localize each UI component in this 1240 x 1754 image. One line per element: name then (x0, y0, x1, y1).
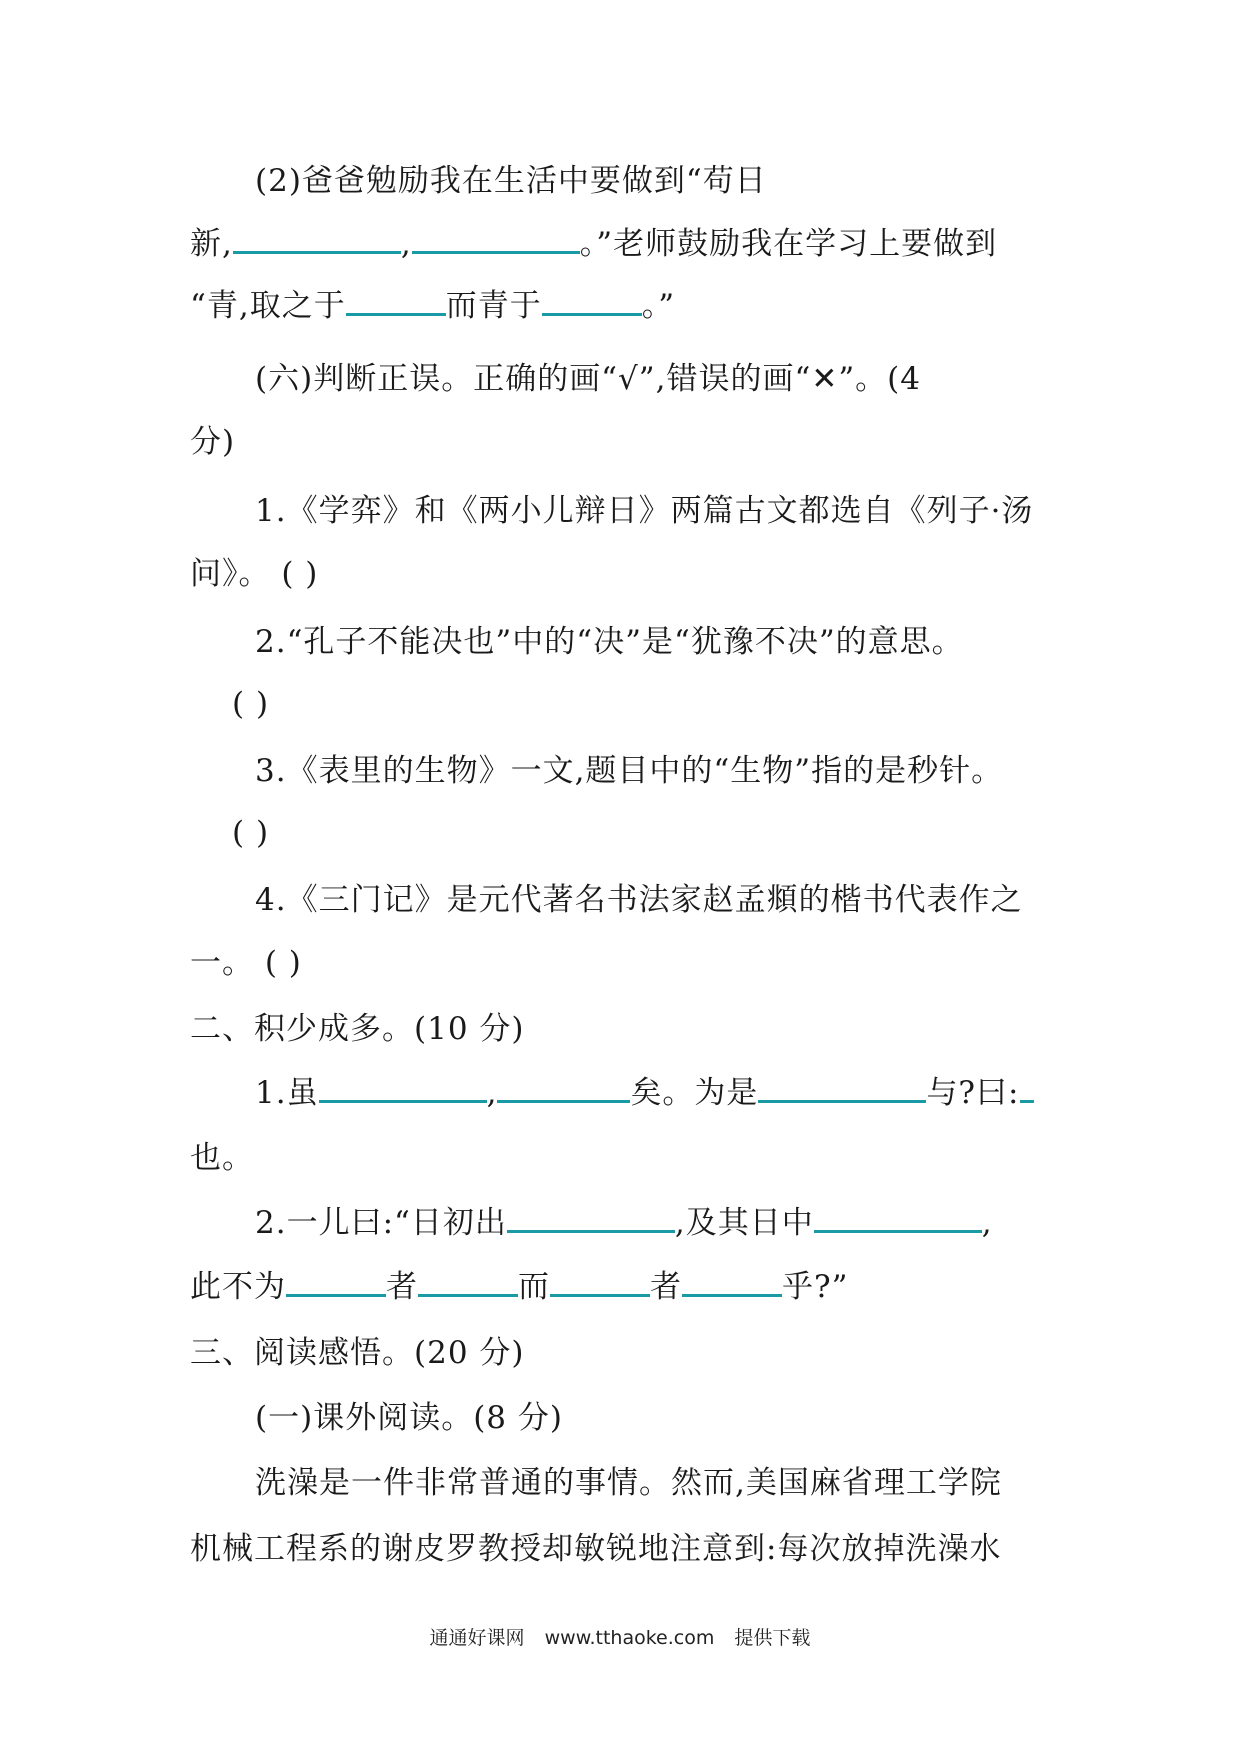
question-line (255, 159, 1070, 203)
section-heading-cont (190, 420, 1070, 464)
question-text: 。” (641, 288, 676, 324)
question-text: (2)爸爸勉励我在生活中要做到“苟日 (255, 163, 767, 199)
answer-blank[interactable] (682, 1268, 782, 1297)
answer-parens[interactable]: 问》。 ( ) (190, 556, 319, 592)
fill-question-2-cont (190, 1265, 1070, 1309)
judge-item-2-cont (232, 682, 1112, 726)
answer-blank[interactable] (814, 1204, 982, 1233)
heading-text: (一)课外阅读。(8 分) (255, 1400, 563, 1436)
answer-parens[interactable]: ( ) (232, 815, 270, 851)
question-text: 而青于 (445, 288, 542, 324)
question-text: ,及其日中 (674, 1205, 814, 1241)
answer-blank[interactable] (286, 1268, 386, 1297)
sub-heading (255, 1396, 1070, 1440)
question-text: 也。 (190, 1140, 254, 1176)
heading-text: 分) (190, 424, 236, 460)
answer-blank[interactable] (497, 1074, 630, 1103)
heading-text: 二、积少成多。(10 分) (190, 1011, 525, 1047)
part-heading (190, 1007, 1070, 1051)
answer-blank[interactable] (542, 287, 642, 316)
answer-blank[interactable] (418, 1268, 518, 1297)
answer-blank[interactable] (507, 1204, 675, 1233)
answer-blank[interactable] (346, 287, 446, 316)
judge-item-4 (255, 878, 1070, 922)
section-heading (255, 357, 1070, 401)
question-text: 矣。为是 (630, 1075, 759, 1111)
judge-item-1 (255, 489, 1070, 533)
footer-note: 提供下载 (734, 1627, 811, 1649)
question-line (190, 284, 1070, 328)
answer-blank[interactable] (550, 1268, 650, 1297)
judge-item-3 (255, 749, 1070, 793)
heading-text: (六)判断正误。正确的画“√”,错误的画“✕”。(4 (255, 361, 921, 397)
question-text: 者 (386, 1269, 418, 1305)
question-text: 。”老师鼓励我在学习上要做到 (579, 226, 998, 262)
question-text: , (400, 226, 412, 262)
judge-item-4-cont (190, 941, 1070, 985)
paragraph-text: 洗澡是一件非常普通的事情。然而,美国麻省理工学院 (255, 1465, 1002, 1501)
fill-question-1-cont (190, 1136, 1070, 1180)
answer-parens[interactable]: 一。 ( ) (190, 945, 302, 981)
question-text: , (486, 1075, 498, 1111)
part-heading (190, 1331, 1070, 1375)
reading-paragraph-cont (190, 1527, 1070, 1571)
question-text: 而 (518, 1269, 550, 1305)
fill-question-2 (255, 1201, 1070, 1245)
page-footer (0, 1624, 1240, 1652)
question-text: 乎?” (782, 1269, 849, 1305)
question-text: 2.一儿曰:“日初出 (255, 1205, 507, 1241)
answer-blank[interactable] (758, 1074, 926, 1103)
answer-blank[interactable] (233, 225, 401, 254)
question-text: , (981, 1205, 993, 1241)
answer-parens[interactable]: ( ) (232, 686, 270, 722)
reading-paragraph (255, 1461, 1070, 1505)
item-text: 2.“孔子不能决也”中的“决”是“犹豫不决”的意思。 (255, 624, 964, 660)
question-text: 此不为 (190, 1269, 286, 1305)
footer-url[interactable]: www.tthaoke.com (544, 1627, 715, 1649)
question-text: 新, (190, 226, 233, 262)
item-text: 3.《表里的生物》一文,题目中的“生物”指的是秒针。 (255, 753, 1004, 789)
question-text: 与?曰: (926, 1075, 1020, 1111)
item-text: 1.《学弈》和《两小儿辩日》两篇古文都选自《列子·汤 (255, 493, 1034, 529)
answer-blank[interactable] (1020, 1074, 1034, 1103)
judge-item-3-cont (232, 811, 1112, 855)
judge-item-2 (255, 620, 1070, 664)
footer-site-name: 通通好课网 (429, 1627, 525, 1649)
heading-text: 三、阅读感悟。(20 分) (190, 1335, 525, 1371)
question-line (190, 222, 1070, 266)
question-text: 者 (650, 1269, 682, 1305)
question-text: “青,取之于 (190, 288, 346, 324)
fill-question-1 (255, 1071, 1070, 1115)
answer-blank[interactable] (412, 225, 580, 254)
item-text: 4.《三门记》是元代著名书法家赵孟頫的楷书代表作之 (255, 882, 1023, 918)
judge-item-1-cont (190, 552, 1070, 596)
question-text: 1.虽 (255, 1075, 319, 1111)
paragraph-text: 机械工程系的谢皮罗教授却敏锐地注意到:每次放掉洗澡水 (190, 1531, 1002, 1567)
answer-blank[interactable] (319, 1074, 487, 1103)
